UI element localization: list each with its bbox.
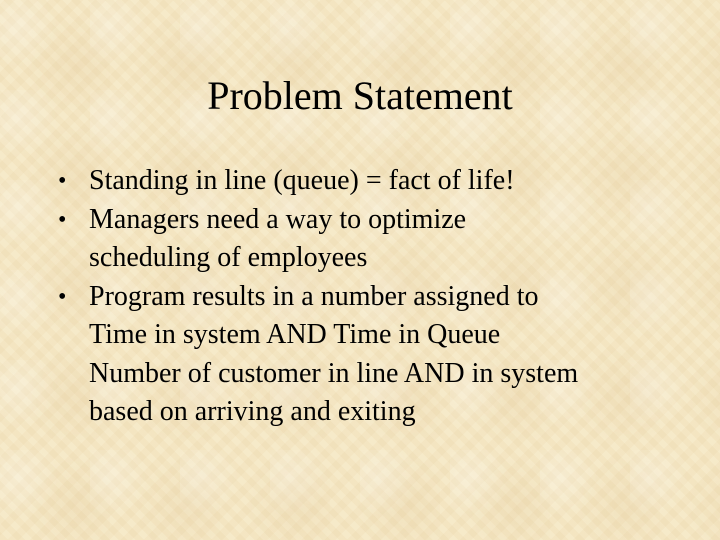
- bullet-text-line: scheduling of employees: [89, 242, 368, 273]
- bullet-text-line: Program results in a number assigned to: [89, 280, 539, 312]
- bullet-text-line: Standing in line (queue) = fact of life!: [89, 165, 515, 196]
- bullet-icon: •: [58, 168, 67, 194]
- bullet-text-line: based on arriving and exiting: [89, 396, 416, 427]
- bullet-list: [58, 162, 698, 432]
- slide-title: Problem Statement: [207, 73, 513, 118]
- bullet-icon: •: [58, 283, 67, 310]
- bullet-item-2: [58, 201, 698, 278]
- bullet-text-line: Time in system AND Time in Queue: [89, 319, 501, 350]
- bullet-icon: •: [58, 206, 67, 233]
- bullet-text-line: Managers need a way to optimize: [89, 203, 467, 235]
- bullet-item-1: [58, 162, 698, 201]
- bullet-text-line: Number of customer in line AND in system: [89, 357, 579, 389]
- bullet-item-3: [58, 278, 698, 432]
